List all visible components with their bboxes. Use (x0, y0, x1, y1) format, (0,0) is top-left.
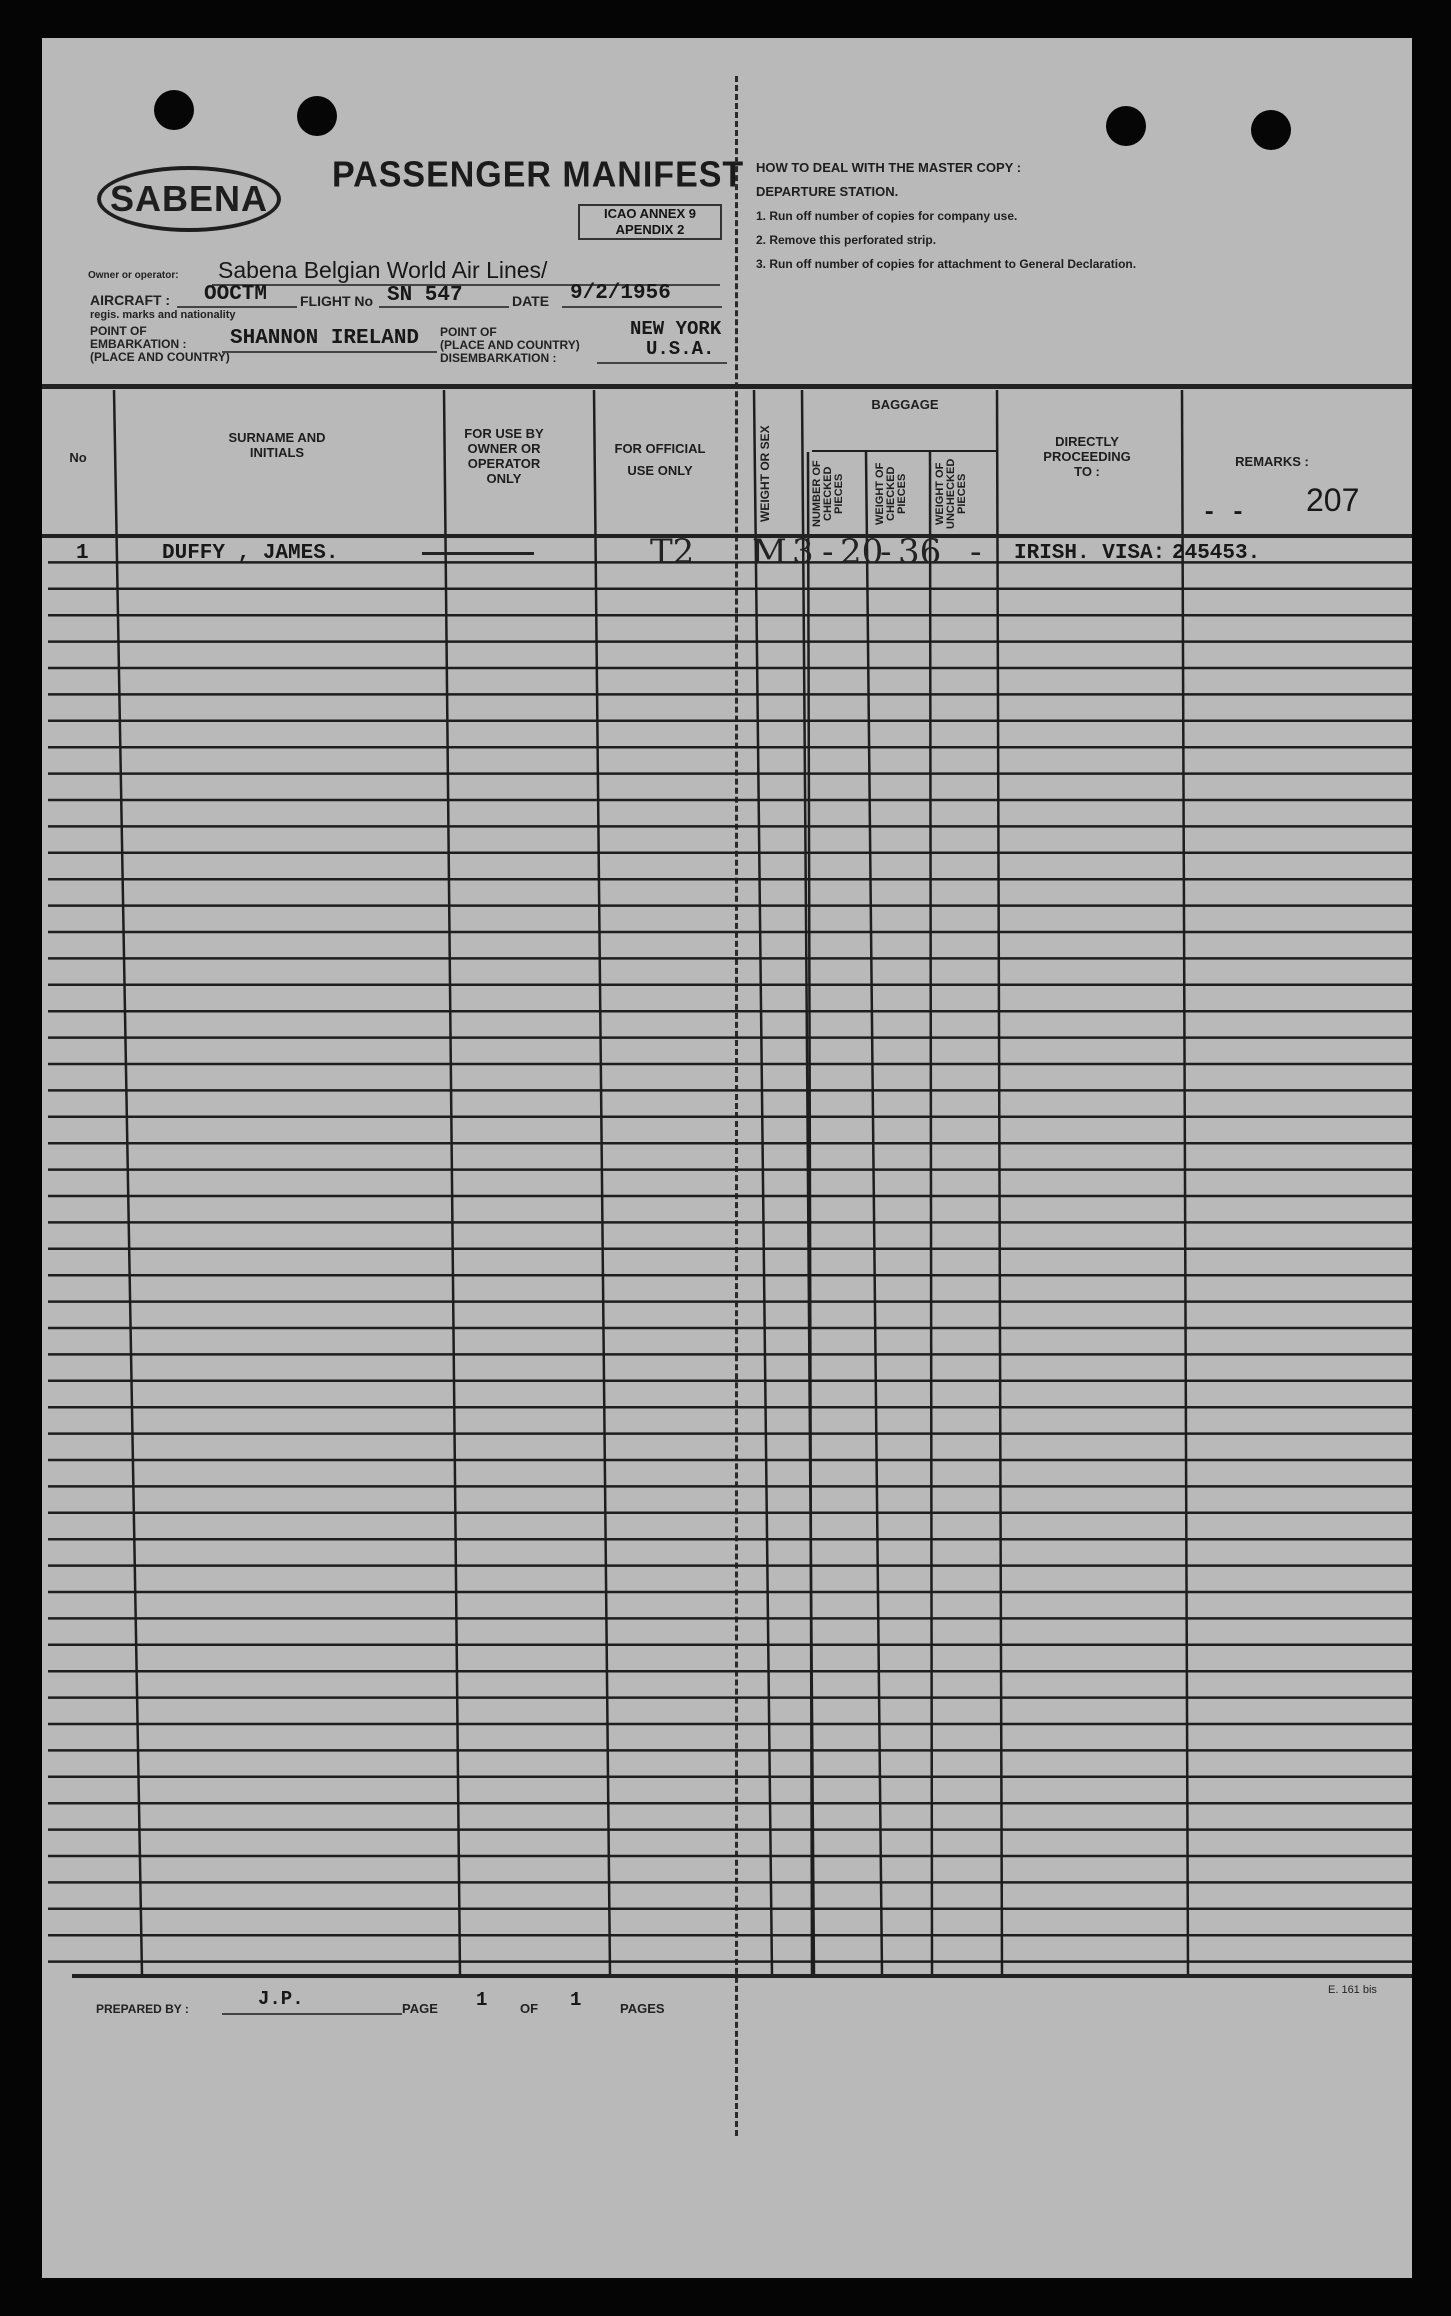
col-baggage-header: BAGGAGE (871, 397, 939, 412)
instructions-subheading: DEPARTURE STATION. (756, 184, 899, 199)
disembark-value-2: U.S.A. (646, 338, 715, 360)
pages-value: 1 (570, 1989, 582, 2011)
col-checked-number-header: NUMBER OF CHECKED PIECES (811, 460, 845, 528)
row-sep-2: - (880, 532, 892, 572)
row-sep-1: - (822, 532, 834, 572)
row-checked-weight: 20 (840, 532, 884, 572)
column-rule (930, 452, 932, 1975)
embark-label-3: (PLACE AND COUNTRY) (90, 350, 230, 364)
col-weight-sex-header: WEIGHT OR SEX (758, 425, 772, 523)
col-remarks-header: REMARKS : (1235, 454, 1309, 469)
table-grid (42, 38, 1412, 2278)
instruction-2: 2. Remove this perforated strip. (756, 233, 937, 247)
column-rule (866, 452, 882, 1975)
date-value: 9/2/1956 (570, 282, 671, 305)
flight-value: SN 547 (387, 284, 463, 307)
col-official-use-header: FOR OFFICIAL USE ONLY (614, 441, 706, 478)
col-no-header: No (69, 450, 87, 465)
page-title: PASSENGER MANIFEST (332, 155, 745, 195)
instruction-1: 1. Run off number of copies for company use. (756, 209, 1018, 223)
col-proceeding-header: DIRECTLY PROCEEDING TO : (1043, 434, 1131, 479)
remarks-number: 207 (1306, 482, 1360, 518)
column-rule (754, 390, 772, 1975)
row-official: T2 (650, 532, 695, 572)
flight-label: FLIGHT No (300, 293, 374, 309)
col-surname-header: SURNAME AND INITIALS (228, 430, 326, 460)
prepared-by-label: PREPARED BY : (96, 2002, 189, 2016)
owner-label: Owner or operator: (88, 270, 179, 281)
embark-value: SHANNON IRELAND (230, 327, 420, 350)
row-unchecked-weight: 36 (898, 532, 942, 572)
date-label: DATE (512, 293, 550, 309)
col-checked-weight-header: WEIGHT OF CHECKED PIECES (874, 462, 908, 526)
row-pieces: 3 (792, 532, 814, 572)
icao-line-2: APENDIX 2 (615, 222, 685, 237)
disembark-label-2: (PLACE AND COUNTRY) (440, 338, 580, 352)
row-no: 1 (76, 542, 89, 565)
form-code: E. 161 bis (1328, 1984, 1377, 1996)
remarks-dash: - - (1202, 500, 1246, 527)
row-weight: M (752, 532, 787, 572)
column-rule (444, 390, 460, 1975)
sabena-logo: SABENA (97, 166, 281, 232)
aircraft-value: OOCTM (204, 283, 268, 306)
manifest-sheet (42, 38, 1412, 2278)
pages-label: PAGES (620, 2001, 665, 2016)
disembark-label-1: POINT OF (440, 325, 497, 339)
column-rule (594, 390, 610, 1975)
owner-use-dash (422, 552, 534, 555)
page-label: PAGE (402, 2001, 438, 2016)
disembark-value-1: NEW YORK (630, 318, 722, 340)
col-owner-use-header: FOR USE BY OWNER OR OPERATOR ONLY (464, 426, 544, 486)
embark-label-1: POINT OF (90, 324, 147, 338)
prepared-by-line (222, 2013, 402, 2015)
disembark-label-3: DISEMBARKATION : (440, 351, 557, 365)
row-remarks: 245453. (1172, 542, 1261, 565)
instruction-3: 3. Run off number of copies for attachment to General Declaration. (756, 257, 1137, 271)
column-rule (997, 390, 1002, 1975)
prepared-by-value: J.P. (258, 1988, 304, 2010)
of-label: OF (520, 2001, 539, 2016)
row-proceeding: IRISH. VISA: (1014, 542, 1166, 565)
col-unchecked-weight-header: WEIGHT OF UNCHECKED PIECES (934, 458, 968, 530)
regis-label: regis. marks and nationality (90, 309, 236, 321)
instructions-heading: HOW TO DEAL WITH THE MASTER COPY : (756, 160, 1022, 175)
row-name: DUFFY , JAMES. (162, 542, 339, 565)
row-sep-3: - (970, 532, 982, 572)
icao-line-1: ICAO ANNEX 9 (604, 206, 696, 221)
column-rule (114, 390, 142, 1975)
embark-label-2: EMBARKATION : (90, 337, 187, 351)
column-rule (1182, 390, 1188, 1975)
page-value: 1 (476, 1989, 488, 2011)
aircraft-label: AIRCRAFT : (90, 292, 171, 308)
owner-value: Sabena Belgian World Air Lines/ (218, 257, 548, 283)
